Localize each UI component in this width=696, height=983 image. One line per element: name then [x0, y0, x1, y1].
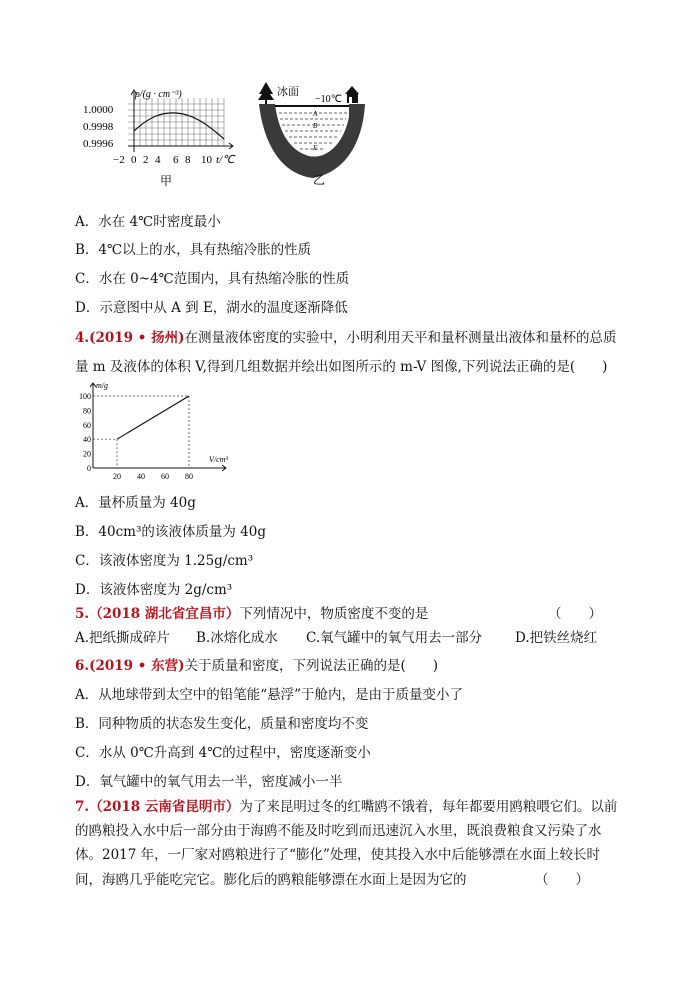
- q6-stem-line: [75, 657, 438, 675]
- q6-option-b: B．同种物质的状态发生变化，质量和密度均不变: [75, 716, 369, 732]
- q4-stem-line-2: 量 m 及液体的体积 V,得到几组数据并绘出如图所示的 m-V 图像,下列说法正确的是( ): [75, 359, 608, 375]
- q6-option-c: C．水从 0℃升高到 4℃的过程中，密度逐渐变小: [75, 745, 371, 761]
- q7-source: （2018 云南省昆明市）: [89, 799, 240, 815]
- q5-number: 5.: [75, 606, 90, 622]
- x-tick: 6: [173, 154, 179, 166]
- q3-option-a: A．水在 4℃时密度最小: [75, 214, 221, 230]
- t-axis-label: t/℃: [216, 154, 235, 166]
- lake-diagram: [255, 80, 370, 192]
- q7-stem-line-3: 体。2017 年，一厂家对鸥粮进行了“膨化”处理，使其投入水中后能够漂在水面上较长时: [75, 847, 600, 863]
- q3-option-b: B．4℃以上的水，具有热缩冷胀的性质: [75, 242, 312, 258]
- x-tick-label: 60: [161, 472, 169, 481]
- y-tick: 0.9998: [83, 121, 114, 133]
- figure-caption-jia: 甲: [160, 174, 173, 188]
- y-tick-label: 80: [83, 406, 91, 416]
- y-tick-label: 20: [83, 449, 91, 459]
- q5-answer-blank: （ ）: [548, 606, 602, 622]
- x-tick: 4: [155, 154, 161, 166]
- y-tick-label: 100: [79, 392, 91, 401]
- q7-stem-line-2: 的鸥粮投入水中后一部分由于海鸥不能及时吃到而迅速沉入水里，既浪费粮食又污染了水: [75, 823, 602, 839]
- q5-source: （2018 湖北省宜昌市）: [89, 606, 240, 622]
- figure-caption-yi: 乙: [313, 173, 326, 187]
- q4-option-c: C．该液体密度为 1.25g/cm³: [75, 553, 254, 569]
- ice-surface-label: 冰面: [277, 86, 299, 98]
- mass-volume-line: [117, 396, 189, 439]
- q7-stem-line-1: [75, 798, 617, 816]
- q7-stem-text: 为了来昆明过冬的红嘴鸥不饿着，每年都要用鸥粮喂它们。以前: [239, 799, 618, 815]
- q3-option-d: D．示意图中从 A 到 E，湖水的温度逐渐降低: [75, 300, 348, 316]
- y-tick-label: 0: [87, 464, 91, 473]
- q4-source: (2019 • 扬州): [89, 330, 185, 346]
- y-tick-label: 60: [83, 420, 91, 430]
- mass-volume-chart: [75, 378, 235, 486]
- x-tick: 10: [201, 154, 212, 166]
- q4-stem-text: 在测量液体密度的实验中，小明利用天平和量杯测量出液体和量杯的总质: [184, 330, 617, 346]
- q5-stem-text: 下列情况中，物质密度不变的是: [239, 606, 429, 622]
- q4-option-d: D．该液体密度为 2g/cm³: [75, 582, 233, 598]
- q5-option-d: D.把铁丝烧红: [515, 630, 598, 646]
- q4-number: 4.: [75, 330, 90, 346]
- q6-source: (2019 • 东营): [89, 658, 185, 674]
- air-temperature-label: −10℃: [315, 94, 342, 105]
- q3-option-c: C．水在 0~4℃范围内，具有热缩冷胀的性质: [75, 271, 350, 287]
- q4-option-b: B．40cm³的该液体质量为 40g: [75, 524, 266, 540]
- x-tick-label: 40: [137, 472, 145, 481]
- q7-number: 7.: [75, 799, 90, 815]
- q5-option-b: B.冰熔化成水: [196, 630, 278, 646]
- q4-option-a: A．量杯质量为 40g: [75, 495, 196, 511]
- q7-answer-blank: （ ）: [535, 872, 589, 888]
- q4-stem-line-1: [75, 329, 616, 347]
- density-temperature-graph: [75, 86, 250, 191]
- y-tick: 0.9996: [83, 138, 114, 150]
- x-tick: −2: [113, 154, 125, 166]
- x-tick-label: 80: [185, 472, 193, 481]
- q6-option-a: A．从地球带到太空中的铅笔能“悬浮”于舱内，是由于质量变小了: [75, 687, 464, 703]
- point-e-label: E: [313, 144, 318, 152]
- q5-option-a: A.把纸撕成碎片: [75, 630, 171, 646]
- x-tick: 0: [131, 154, 137, 166]
- x-tick: 2: [143, 154, 149, 166]
- q7-stem-line-4: 间，海鸥几乎能吃完它。膨化后的鸥粮能够漂在水面上是因为它的: [75, 872, 467, 888]
- q5-stem-line: [75, 605, 428, 623]
- q6-number: 6.: [75, 658, 90, 674]
- point-b-label: B: [313, 122, 318, 130]
- x-tick: 8: [185, 154, 191, 166]
- q6-stem-text: 关于质量和密度，下列说法正确的是( ): [184, 658, 439, 674]
- tree-icon: [258, 82, 274, 104]
- y-tick: 1.0000: [83, 104, 114, 116]
- x-tick-label: 20: [113, 472, 121, 481]
- y-tick-label: 40: [83, 435, 91, 445]
- x-axis-label: V/cm³: [209, 455, 228, 464]
- q6-option-d: D．氧气罐中的氧气用去一半，密度减小一半: [75, 774, 343, 790]
- q5-option-c: C.氧气罐中的氧气用去一部分: [306, 630, 483, 646]
- point-a-label: A: [313, 110, 318, 118]
- y-axis-label: m/g: [96, 381, 108, 390]
- density-curve: [134, 113, 224, 139]
- rho-axis-label: ρ/(g · cm⁻³): [135, 89, 182, 100]
